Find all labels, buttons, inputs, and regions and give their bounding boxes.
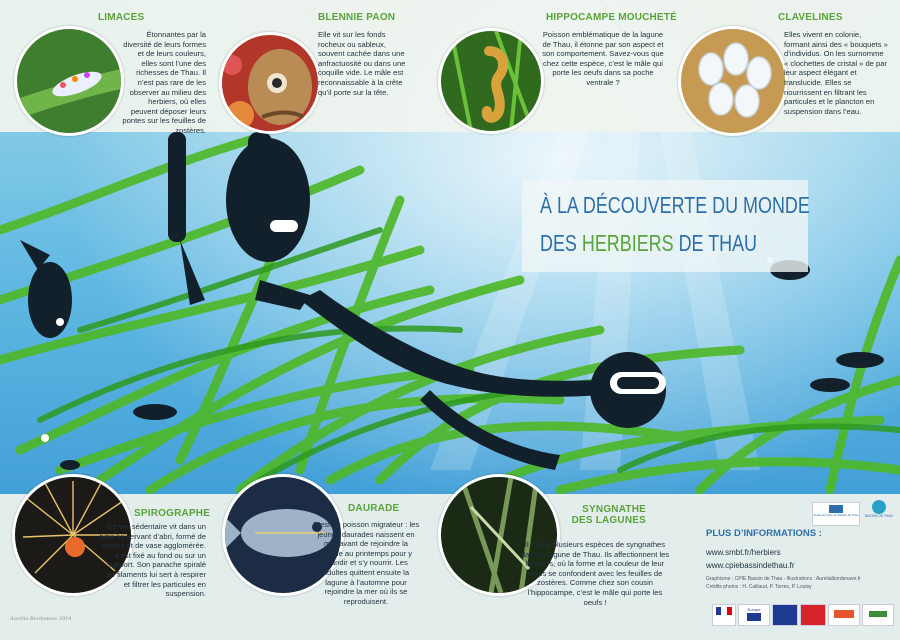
republique-francaise-logo [712, 604, 736, 626]
species-title-blennie: BLENNIE PAON [318, 12, 396, 23]
clavelines-photo [678, 26, 788, 136]
link-smbt[interactable]: www.smbt.fr/herbiers [706, 548, 781, 557]
more-info-title: PLUS D’INFORMATIONS : [706, 528, 822, 539]
smbt-logo: Syndicat mixte du Bassin de Thau [812, 502, 860, 526]
species-text-spirographe: Ce ver sédentaire vit dans un tube lui servant d’abri, formé de mucus et de vase agglomérée. Il est fixé au fond ou sur un support. Son panache spiralé de filaments lui sert à respirer et filtrer les particules en suspension. [99, 522, 206, 599]
species-title-spirographe: SPIROGRAPHE [134, 508, 211, 519]
cpie-logo [862, 604, 894, 626]
credit-graphic: Graphisme : CPIE Bassin de Thau - Illustrations : Aurelialbordenave.fr [706, 576, 861, 582]
hippocampe-photo [438, 28, 544, 134]
credit-photos: Crédits photos : H. Caillaud, P. Torres, P. Louisy [706, 584, 812, 590]
illustrator-signature: Aurélia Bordenave 2014 [10, 616, 72, 622]
region-logo [828, 604, 860, 626]
species-title-syngnathe: SYNGNATHE DES LAGUNES [571, 504, 646, 526]
species-title-limaces: LIMACES [98, 12, 145, 23]
limace-photo [14, 26, 124, 136]
eu-flag-logo [772, 604, 798, 626]
europe-logo: Europe [738, 604, 770, 626]
bassin-de-thau-logo: BASSIN DE THAU [864, 500, 894, 526]
species-title-clavelines: CLAVELINES [778, 12, 843, 23]
species-text-daurade: C’est un poisson migrateur : les jeunes daurades naissent en mer avant de rejoindre la lagune au printemps pour y grandir et s’y nourrir. Les adultes quittent ensuite la lagune à l’automne pour rejoindre la mer où ils se reproduisent. [312, 520, 420, 606]
occitanie-logo [800, 604, 826, 626]
species-text-blennie: Elle vit sur les fonds rocheux ou sableux, souvent cachée dans une anfractuosité ou dans une coquille vide. Le mâle est reconnaissable à la crête qu’il porte sur la tête. [318, 30, 406, 97]
species-title-daurade: DAURADE [348, 503, 400, 514]
species-text-hippocampe: Poisson emblématique de la lagune de Thau, il étonne par son aspect et son comportement. Savez-vous que chez cette espèce, c’est le mâle qui porte les oeufs dans sa poche ventrale ? [542, 30, 664, 87]
blennie-paon-photo [219, 32, 321, 134]
species-text-limaces: Étonnantes par la diversité de leurs formes et de leurs couleurs, elles sont l’une des richesses de Thau. Il n’est pas rare de les observer au milieu des herbiers, où elles peuvent déposer leurs pontes sur les feuilles de zostères. [122, 30, 206, 135]
headline-highlight: HERBIERS [581, 230, 674, 256]
species-title-hippocampe: HIPPOCAMPE MOUCHETÉ [546, 12, 678, 23]
species-text-syngnathe: Il existe plusieurs espèces de syngnathes dans la lagune de Thau. Ils affectionnent les herbiers, où la forme et la couleur de leur corps se confondent avec les feuilles de zostères. Comme chez son cousin l’hippocampe, c’est le mâle qui porte les oeufs ! [520, 540, 670, 607]
species-text-clavelines: Elles vivent en colonie, formant ainsi des « bouquets » d’individus. On les surnomme « clochettes de cristal » de par leur aspect élégant et translucide. Elles se nourrissent en filtrant les particules et le plancton en suspension dans l’eau. [784, 30, 888, 116]
poster-headline [522, 180, 808, 272]
headline-line-2: DES HERBIERS DE THAU [540, 230, 758, 256]
headline-line-1: À LA DÉCOUVERTE DU MONDE [540, 192, 810, 218]
link-cpie[interactable]: www.cpiebassindethau.fr [706, 561, 795, 570]
